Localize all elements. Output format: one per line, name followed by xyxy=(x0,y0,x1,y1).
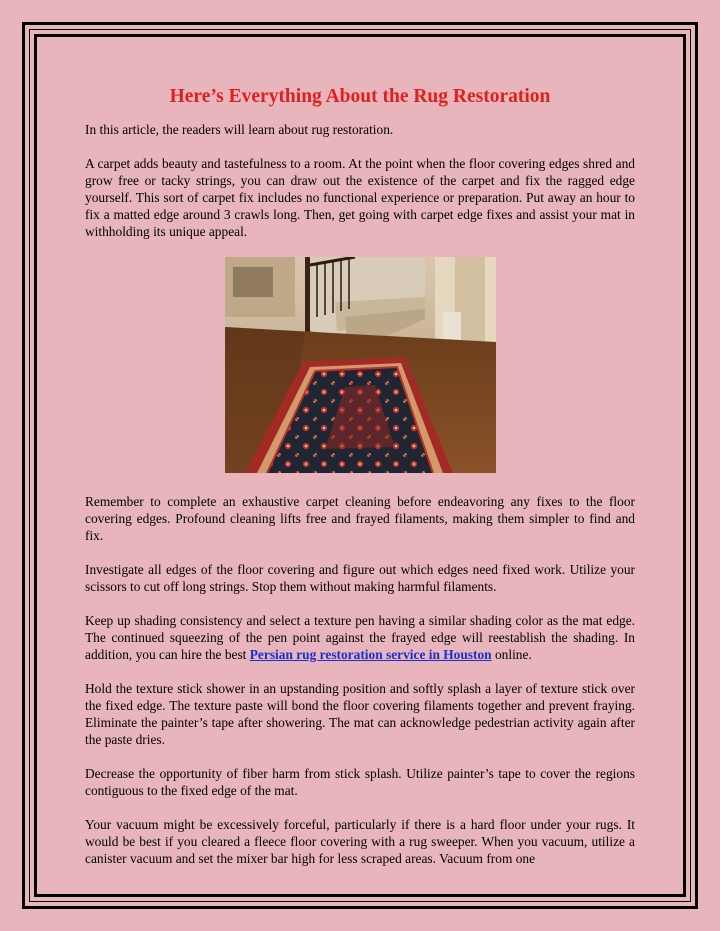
paragraph-4-tail: online. xyxy=(491,647,532,662)
photo-container xyxy=(85,257,635,473)
rug-photo xyxy=(225,257,496,473)
paragraph-4-text: Keep up shading consistency and select a texture pen having a similar shading color as the mat edge. The continued squeezing of the pen point against the frayed edge will reestablish the shading. In addition, you can hire the best xyxy=(85,613,635,662)
paragraph-1: A carpet adds beauty and tastefulness to a room. At the point when the floor covering edges shred and grow free or tacky strings, you can draw out the existence of the carpet and fix the ragged edge yourself. This sort of carpet fix includes no functional experience or preparation. Put away an hour to fix a matted edge around 3 crawls long. Then, get going with carpet edge fixes and assist your mat in withholding its unique appeal. xyxy=(85,156,635,239)
persian-rug-service-link[interactable]: Persian rug restoration service in Houston xyxy=(249,647,492,662)
article-title: Here’s Everything About the Rug Restoration xyxy=(169,86,551,107)
paragraph-4 xyxy=(85,612,635,663)
paragraph-5: Hold the texture stick shower in an upstanding position and softly splash a layer of texture stick over the fixed edge. The texture paste will bond the floor covering filaments together and prevent fraying. Eliminate the painter’s tape after showering. The mat can acknowledge pedestrian activity again after the paste dries. xyxy=(85,681,635,747)
paragraph-6: Decrease the opportunity of fiber harm from stick splash. Utilize painter’s tape to cover the regions contiguous to the fixed edge of the mat. xyxy=(85,766,635,798)
paragraph-2: Remember to complete an exhaustive carpet cleaning before endeavoring any fixes to the floor covering edges. Profound cleaning lifts free and frayed filaments, making them simpler to find and fix. xyxy=(85,494,635,543)
paragraph-3: Investigate all edges of the floor covering and figure out which edges need fixed work. Utilize your scissors to cut off long strings. Stop them without making harmful filaments. xyxy=(85,562,635,594)
article xyxy=(85,85,635,884)
paragraph-7: Your vacuum might be excessively forceful, particularly if there is a hard floor under your rugs. It would be best if you cleared a fleece floor covering with a rug sweeper. When you vacuum, utilize a canister vacuum and set the mixer bar high for less scraped areas. Vacuum from one xyxy=(85,817,635,866)
intro-paragraph: In this article, the readers will learn about rug restoration. xyxy=(85,122,394,137)
